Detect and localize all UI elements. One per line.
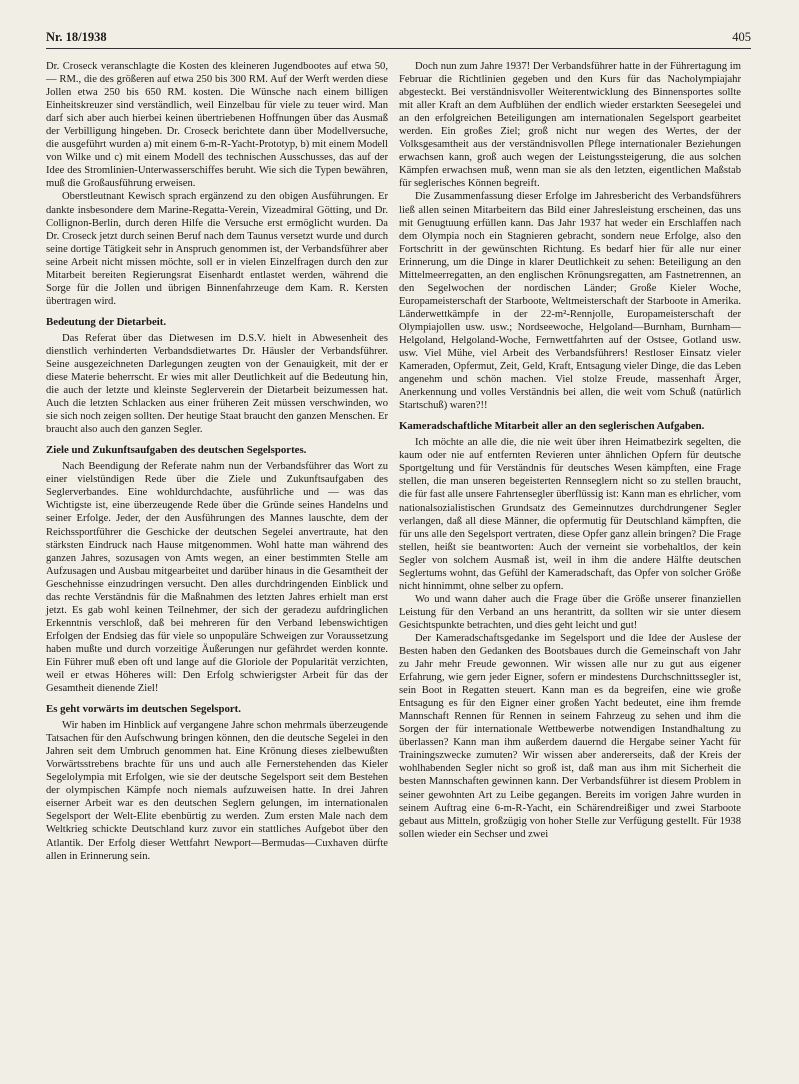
paragraph: Nach Beendigung der Referate nahm nun der Verbandsführer das Wort zu einer vielstündigen Rede über die Ziele und Zukunftsaufgaben des Seglerverbandes. Eine wohldurchdachte, ausführliche und — was das Wichtigste ist, eine überzeugende Rede über die Gründe seines Handelns und seiner Erfolge. Jeder, der den Ausführungen des Mannes lauschte, dem der Reichssportführer die Geschicke der deutschen Segelei anvertraute, hat den stärksten Eindruck nach Hause mitgenommen. Wohl hatte man während des ganzen Jahres, sozusagen von Amts wegen, an einer bestimmten Stelle am Aufzusagen und Ausbau mitgearbeitet und darüber hinaus in die Gesamtheit der Geschehnisse einzudringen versucht. Den alles durchdringenden Einblick und das rechte Verständnis für die Maßnahmen des letzten Jahres erhielt man erst jetzt. Es gab wohl keinen Teilnehmer, der sich der geradezu aufdringlichen Erkenntnis verschloß, daß bei mehreren für den Verband lebenswichtigen Erfolgen der Endsieg das für viele so unpopuläre Schweigen zur Voraussetzung haben mußte und durch vorzeitige Äußerungen nur gefährdet werden konnte. Ein Führer muß eben oft und lange auf die Gloriole der Popularität verzichten, weil er etwas Höheres will: Den Erfolg schwierigster Arbeit für das der Gesamtheit dienende Ziel!	[46, 461, 388, 695]
paragraph: Ich möchte an alle die, die nie weit über ihren Heimatbezirk segelten, die kaum oder nie auf entfernten Revieren unter ähnlichen Opfern für deutsche Sportgeltung und für Verständnis für deutsches Wesen kämpften, eine Frage stellen, die man unseren begeisterten Rennseglern nicht so zu stellen braucht, die für fast alle unsere Fahrtensegler überflüssig ist: Kann man es ehrlicher, vom nationalsozialistischen Grundsatz des Gemeinnutzes durchdrungener Segler verlangen, daß all diese Männer, die opfermutig für Deutschland kämpften, die für uns alle den Segelsport vertraten, diese Opfer ganz allein bringen? Die Frage stellen, heißt sie beantworten: Auch der verneint sie vorbehaltlos, der kein Segler von solchem Ausmaß ist, weil in ihm die andere Hälfte deutschen Seglertums wohnt, das Gefühl der Kameradschaft, das Opfer von solcher Größe nicht hinnimmt, ohne selber zu opfern.	[399, 437, 741, 592]
paragraph: Wo und wann daher auch die Frage über die Größe unserer finanziellen Leistung für den Verband an uns herantritt, da sollten wir sie unter diesem Gesichtspunkte betrachten, und dies geht leicht und gut!	[399, 593, 741, 631]
paragraph: Die Zusammenfassung dieser Erfolge im Jahresbericht des Verbandsführers ließ allen seinen Mitarbeitern das Bild einer Jahresleistung erscheinen, das uns mit Genugtuung erfüllen kann. Das Jahr 1937 hat weder ein Erschlaffen nach dem Olympia noch ein Stagnieren gebracht, sondern neue Erfolge, also den Fortschritt in der gewünschten Richtung. Es bedarf hier für alle nur einer Erinnerung, um die Dinge in klarer Deutlichkeit zu sehen: Beteiligung an den Mittelmeerregatten, an den englischen Krönungsregatten, am Fastnetrennen, an den Segelwochen der nordischen Länder; Große Kieler Woche, Europameisterschaft der Starboote, Weltmeisterschaft der Starboote in Amerika. Länderwettkämpfe in der 22-m²-Rennjolle, Europameisterschaft der Olympiajollen usw. usw.; Nordseewoche, Helgoland—Burnham, Burnham—Helgoland, Helgoland-Woche, Fernwettfahrten auf der Ostsee, Gotland usw. usw. Viel Mühe, viel Arbeit des Verbandsführers! Restloser Einsatz vieler Kameraden, Opfermut, Zeit, Geld, Kraft, Entsagung vieler Dinge, die das Leben angenehm und schön machen. Viel stolze Freude, massenhaft Ärger, Anerkennung und volles Verständnis bei allen, die weit vom Schuß (natürlich Startschuß) waren?!!	[399, 191, 741, 412]
section-heading: Kameradschaftliche Mitarbeit aller an den seglerischen Aufgaben.	[399, 420, 705, 433]
section-heading: Ziele und Zukunftsaufgaben des deutschen Segelsportes.	[46, 444, 307, 457]
paragraph: Das Referat über das Dietwesen im D.S.V. hielt in Abwesenheit des dienstlich verhinderten Verbandsdietwartes Dr. Häusler der Verbandsführer. Seine ausgezeichneten Darlegungen zeugten von der Genauigkeit, mit der er diese Materie beherrscht. Er wies mit aller Deutlichkeit auf die Bedeutung hin, die auch der letzte und kleinste Seglerverein der Dietarbeit beizumessen hat. Auch die letzten Schlacken aus einer früheren Zeit müssen verschwinden, wo sie sich noch zeigen sollten. Der heutige Staat braucht den ganzen Menschen. Er braucht also auch den ganzen Segler.	[46, 332, 388, 436]
left-column	[46, 60, 388, 863]
paragraph: Dr. Croseck veranschlagte die Kosten des kleineren Jugendbootes auf etwa 50,— RM., die des größeren auf etwa 250 bis 300 RM. Auf der Werft werden diese Jollen etwa 250 bis 650 RM. kosten. Die Wünsche nach einem billigen Einheitskreuzer sind verständlich, weil Einzelbau für viele zu teuer wird. Man darf sich aber auch hierbei keinen übertriebenen Hoffnungen über das Ausmaß der Verbilligung hingeben. Dr. Croseck berichtete dann über Modellversuche, die ausgeführt wurden a) mit einem 6-m-R-Yacht-Prototyp, b) mit einem Modell von Wilke und c) mit einem Modell des technischen Ausschusses, das auf der Idee des Stromlinien-Unterwasserschiffes beruht. Wie sich die Typen bewähren, muß die Großausführung erweisen.	[46, 61, 388, 190]
paragraph: Doch nun zum Jahre 1937! Der Verbandsführer hatte in der Führertagung im Februar die Richtlinien gegeben und den Kurs für das Nacholympiajahr abgesteckt. Bei verständnisvoller Weiterentwicklung des Binnensportes sollte mit aller Kraft an dem Aufblühen der endlich wieder erstarkten Seesegelei und an den erfolgreichen Beteiligungen am internationalen Segelsport gearbeitet werden. Ein großes Ziel; groß nicht nur wegen des Wertes, der der Volksgesamtheit aus der verständnisvollen Pflege internationaler Beziehungen erwachsen kann, groß auch wegen der Leistungssteigerung, die aus solchen Kämpfen erwachsen muß, wenn man sie als den letzten, eigentlichen Maßstab für seglerisches Können begreift.	[399, 61, 741, 190]
page-number: 405	[732, 30, 751, 44]
issue-number: Nr. 18/1938	[46, 30, 107, 44]
section-heading: Bedeutung der Dietarbeit.	[46, 315, 167, 328]
right-column	[399, 60, 741, 841]
page-header	[46, 30, 751, 49]
paragraph: Oberstleutnant Kewisch sprach ergänzend zu den obigen Ausführungen. Er dankte insbesondere dem Marine-Regatta-Verein, Vizeadmiral Götting, und Dr. Collignon-Berlin, durch deren Hilfe die Versuche erst ermöglicht wurden. Da Dr. Croseck jetzt durch seinen Beruf nach dem Taunus versetzt wurde und durch seine dortige Tätigkeit sehr in Anspruch genommen ist, der Verbandsführer aber seine Arbeit nicht missen möchte, soll er in vielen Einzelfragen durch den zur Mitarbeit bereiten Regierungsrat Eisenhardt entlastet werden, während die Sorge für die Jollen und übrigen Binnenfahrzeuge dem Kam. R. Kersten übertragen wird.	[46, 191, 388, 307]
section-heading: Es geht vorwärts im deutschen Segelsport.	[46, 703, 241, 716]
paragraph: Wir haben im Hinblick auf vergangene Jahre schon mehrmals überzeugende Tatsachen für den Aufschwung bringen können, den die deutsche Segelei in den Jahren seit dem Umbruch genommen hat. Eine Krönung dieses zielbewußten Vorwärtsstrebens brachte für uns und auch alle Fernerstehenden das Kieler Segelolympia mit Erfolgen, wie sie der deutsche Segelsport seit dem Bestehen der olympischen Kämpfe noch niemals aufzuweisen hatte. In drei Jahren eiserner Arbeit war es den deutschen Seglern gelungen, im internationalen Segelsport der Welt-Elite ebenbürtig zu werden. Zum ersten Male nach dem Weltkrieg schickte Deutschland kurz zuvor ein stattliches Aufgebot über den Atlantik. Der Erfolg dieser Wettfahrt Newport—Bermudas—Cuxhaven dürfte allen in Erinnerung sein.	[46, 720, 388, 862]
paragraph: Der Kameradschaftsgedanke im Segelsport und die Idee der Auslese der Besten haben den Gedanken des Bootsbaues durch die Gemeinschaft von Jahr zu Jahr mehr Freude gewonnen. Wir wissen alle nur zu gut aus eigener Erfahrung, wie gern jeder Eigner, sofern er mindestens Durchschnittssegler ist, sein Boot in Regatten steuert. Kann man es da begreifen, eine wie große Entsagung es für den Eigner einer großen Yacht bedeutet, eine ihm fremde Mannschaft Rennen für Rennen in seinem Fahrzeug zu sehen und ihm die Sorgen der für internationale Wettbewerbe notwendigen Instandhaltung zu überlassen? Kann man ihm außerdem dauernd die Hergabe seiner Yacht für Trainingszwecke zumuten? Wir wissen aber andererseits, daß der Kreis der wohlhabenden Segler nicht so groß ist, daß man aus ihm mit Sicherheit die besten Mannschaften gewinnen kann. Der Verbandsführer ist diesem Problem in seiner gewohnten Art zu Leibe gegangen. Bereits im vorigen Jahre wurden in seinem Auftrag eine 6-m-R-Yacht, ein Schärendreißiger und zwei Starboote gebaut aus Mitteln, großzügig von hoher Stelle zur Verfügung gestellt. Für 1938 sollen wieder ein Sechser und zwei	[399, 632, 741, 840]
